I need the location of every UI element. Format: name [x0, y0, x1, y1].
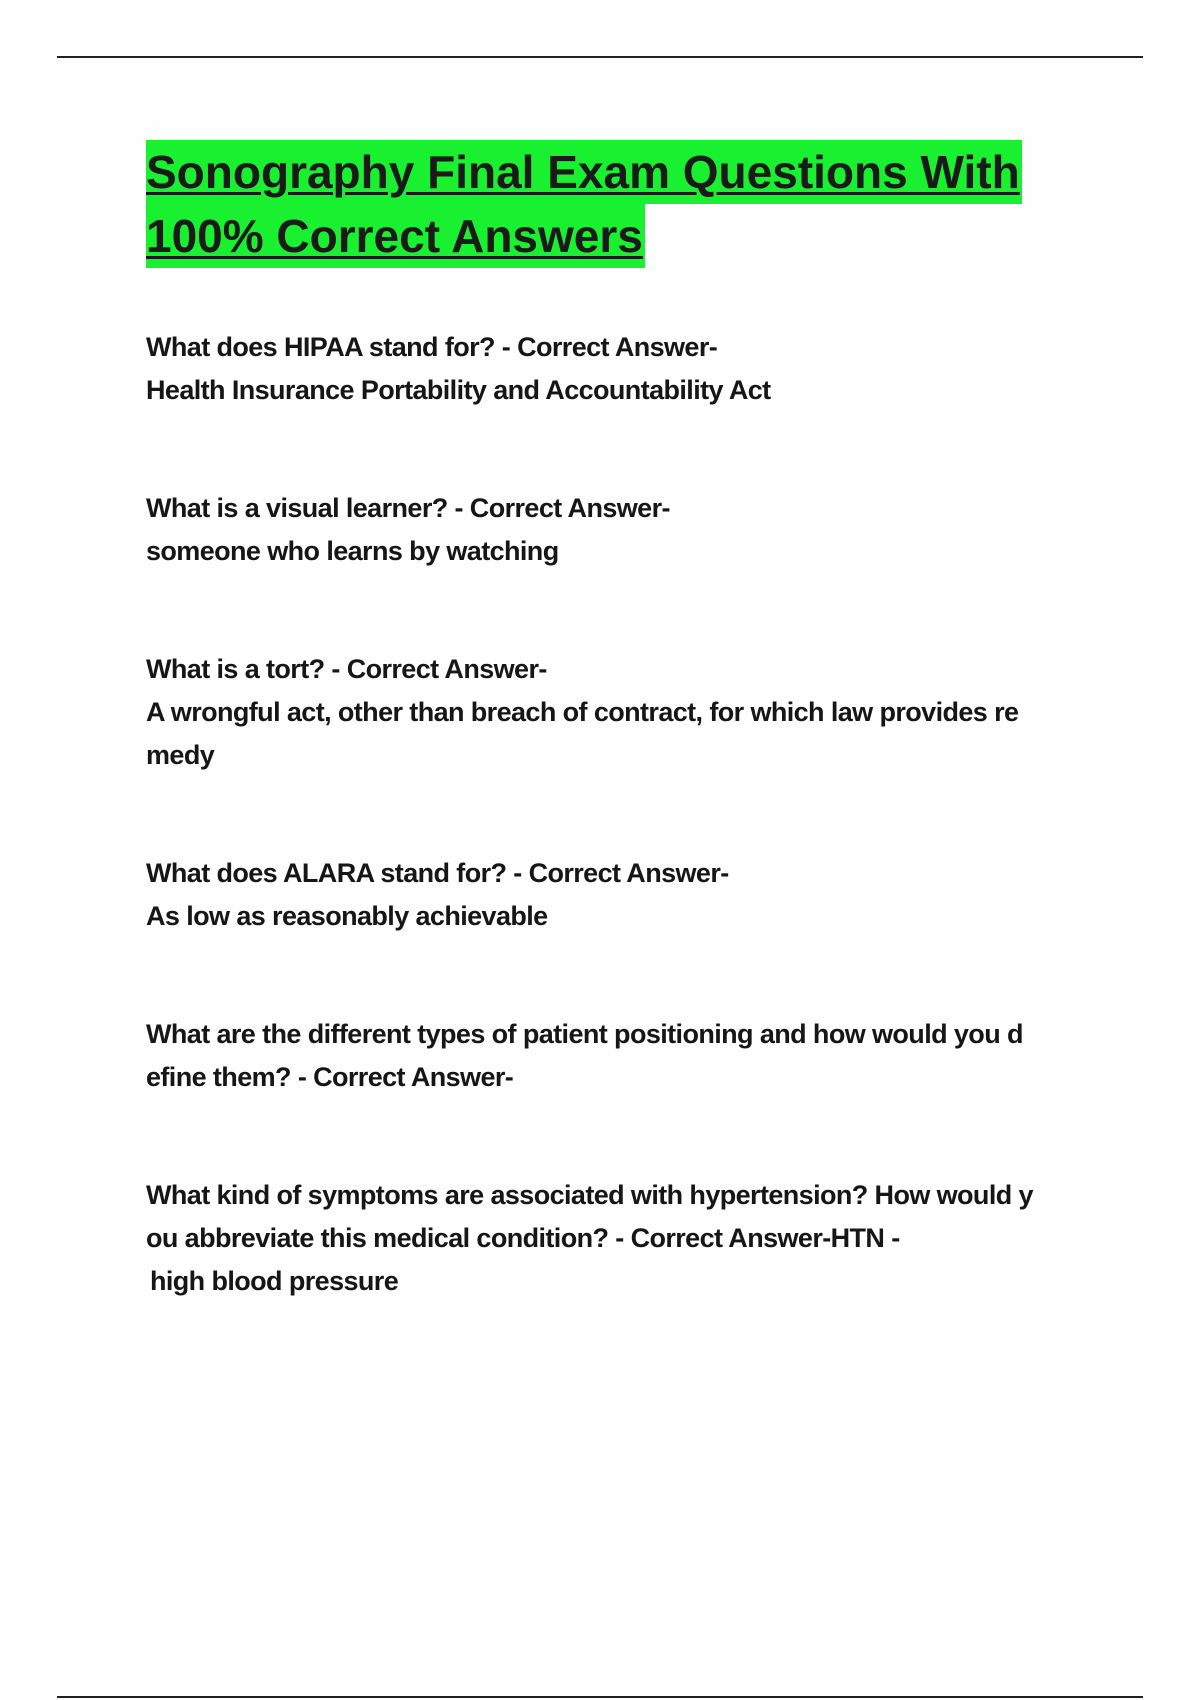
question-text: What does ALARA stand for? - Correct Answer-	[146, 858, 729, 888]
document-content	[146, 140, 1096, 1378]
question-text-continued: ou abbreviate this medical condition? - Correct Answer-HTN -	[146, 1223, 900, 1253]
answer-text-continued: medy	[146, 740, 215, 770]
document-title	[146, 140, 1096, 268]
qa-item-tort	[146, 648, 1096, 777]
qa-item-patient-positioning	[146, 1013, 1096, 1099]
answer-text: As low as reasonably achievable	[146, 901, 548, 931]
title-line-2: 100% Correct Answers	[146, 204, 645, 268]
question-text: What does HIPAA stand for? - Correct Answer-	[146, 332, 718, 362]
question-text: What kind of symptoms are associated with hypertension? How would y	[146, 1180, 1033, 1210]
qa-item-hypertension	[146, 1174, 1096, 1303]
question-text: What is a tort? - Correct Answer-	[146, 654, 547, 684]
qa-item-alara	[146, 852, 1096, 938]
answer-text: someone who learns by watching	[146, 536, 559, 566]
bottom-rule	[57, 1696, 1143, 1698]
qa-item-visual-learner	[146, 487, 1096, 573]
question-text-continued: efine them? - Correct Answer-	[146, 1062, 514, 1092]
title-line-1: Sonography Final Exam Questions With	[146, 140, 1022, 204]
answer-text: Health Insurance Portability and Accountability Act	[146, 375, 771, 405]
top-rule	[57, 56, 1143, 58]
question-text: What are the different types of patient positioning and how would you d	[146, 1019, 1023, 1049]
qa-item-hipaa	[146, 326, 1096, 412]
question-text: What is a visual learner? - Correct Answer-	[146, 493, 670, 523]
answer-text: A wrongful act, other than breach of contract, for which law provides re	[146, 697, 1019, 727]
answer-text: high blood pressure	[150, 1266, 399, 1296]
